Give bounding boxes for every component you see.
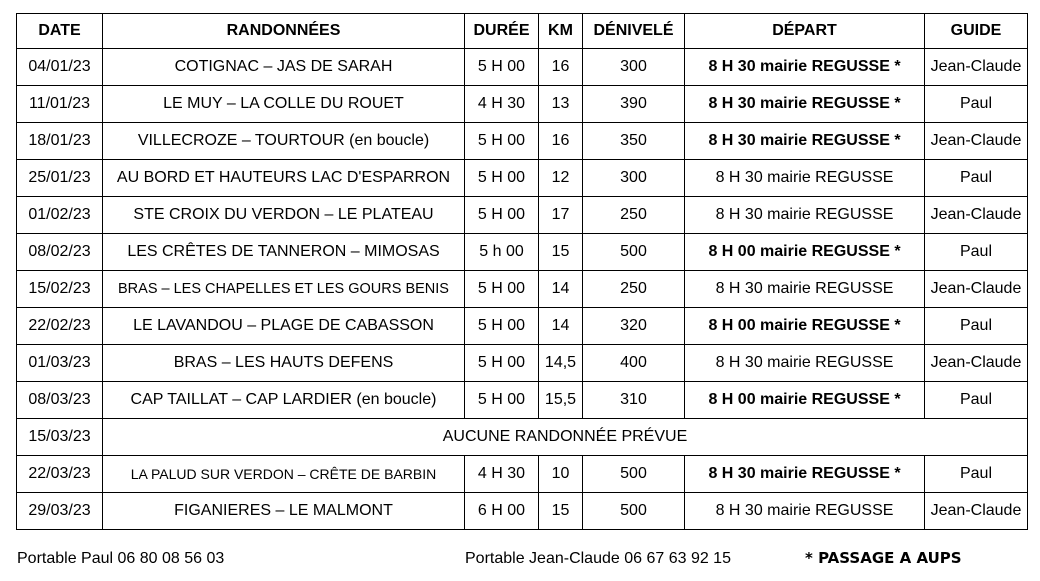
table-row	[17, 49, 1028, 86]
guide-cell: Paul	[925, 234, 1028, 271]
table-row	[17, 382, 1028, 419]
header-guide: GUIDE	[925, 14, 1028, 49]
hike-name-cell: LE MUY – LA COLLE DU ROUET	[103, 86, 465, 123]
departure-cell: 8 H 30 mairie REGUSSE *	[685, 123, 925, 160]
duration-cell: 4 H 30	[465, 456, 539, 493]
date-cell: 08/03/23	[17, 382, 103, 419]
departure-cell: 8 H 30 mairie REGUSSE	[685, 271, 925, 308]
guide-cell: Paul	[925, 382, 1028, 419]
aups-note: * PASSAGE A AUPS	[805, 549, 962, 567]
table-row	[17, 86, 1028, 123]
date-cell: 22/02/23	[17, 308, 103, 345]
no-hike-notice: AUCUNE RANDONNÉE PRÉVUE	[103, 419, 1028, 456]
km-cell: 16	[539, 123, 583, 160]
date-cell: 18/01/23	[17, 123, 103, 160]
date-cell: 11/01/23	[17, 86, 103, 123]
elevation-cell: 250	[583, 271, 685, 308]
elevation-cell: 500	[583, 234, 685, 271]
duration-cell: 5 H 00	[465, 271, 539, 308]
km-cell: 14,5	[539, 345, 583, 382]
elevation-cell: 320	[583, 308, 685, 345]
table-row	[17, 123, 1028, 160]
hike-name-cell: LE LAVANDOU – PLAGE DE CABASSON	[103, 308, 465, 345]
date-cell: 01/03/23	[17, 345, 103, 382]
duration-cell: 6 H 00	[465, 493, 539, 530]
departure-cell: 8 H 00 mairie REGUSSE *	[685, 382, 925, 419]
km-cell: 15,5	[539, 382, 583, 419]
km-cell: 10	[539, 456, 583, 493]
date-cell: 22/03/23	[17, 456, 103, 493]
hike-name-cell: LES CRÊTES DE TANNERON – MIMOSAS	[103, 234, 465, 271]
elevation-cell: 250	[583, 197, 685, 234]
table-row	[17, 271, 1028, 308]
hikes-table	[16, 13, 1028, 530]
table-row	[17, 234, 1028, 271]
duration-cell: 5 H 00	[465, 345, 539, 382]
header-km: KM	[539, 14, 583, 49]
guide-cell: Jean-Claude	[925, 49, 1028, 86]
elevation-cell: 300	[583, 160, 685, 197]
departure-cell: 8 H 30 mairie REGUSSE	[685, 493, 925, 530]
hike-name-cell: CAP TAILLAT – CAP LARDIER (en boucle)	[103, 382, 465, 419]
hike-name-cell: BRAS – LES CHAPELLES ET LES GOURS BENIS	[103, 271, 465, 308]
km-cell: 12	[539, 160, 583, 197]
guide-cell: Jean-Claude	[925, 197, 1028, 234]
hike-name-cell: LA PALUD SUR VERDON – CRÊTE DE BARBIN	[103, 456, 465, 493]
km-cell: 17	[539, 197, 583, 234]
guide-cell: Jean-Claude	[925, 493, 1028, 530]
elevation-cell: 350	[583, 123, 685, 160]
departure-cell: 8 H 30 mairie REGUSSE	[685, 197, 925, 234]
header-date: DATE	[17, 14, 103, 49]
hike-name-cell: BRAS – LES HAUTS DEFENS	[103, 345, 465, 382]
guide-cell: Jean-Claude	[925, 271, 1028, 308]
duration-cell: 5 h 00	[465, 234, 539, 271]
departure-cell: 8 H 00 mairie REGUSSE *	[685, 308, 925, 345]
km-cell: 14	[539, 271, 583, 308]
elevation-cell: 300	[583, 49, 685, 86]
guide-cell: Paul	[925, 456, 1028, 493]
table-row	[17, 160, 1028, 197]
guide-cell: Jean-Claude	[925, 123, 1028, 160]
hike-name-cell: VILLECROZE – TOURTOUR (en boucle)	[103, 123, 465, 160]
hike-name-cell: STE CROIX DU VERDON – LE PLATEAU	[103, 197, 465, 234]
departure-cell: 8 H 30 mairie REGUSSE *	[685, 86, 925, 123]
departure-cell: 8 H 30 mairie REGUSSE	[685, 160, 925, 197]
table-row	[17, 345, 1028, 382]
elevation-cell: 390	[583, 86, 685, 123]
phone-jean-claude: Portable Jean-Claude 06 67 63 92 15	[465, 550, 731, 567]
date-cell: 15/02/23	[17, 271, 103, 308]
phone-paul: Portable Paul 06 80 08 56 03	[17, 550, 225, 567]
date-cell: 15/03/23	[17, 419, 103, 456]
date-cell: 08/02/23	[17, 234, 103, 271]
duration-cell: 5 H 00	[465, 49, 539, 86]
departure-cell: 8 H 00 mairie REGUSSE *	[685, 234, 925, 271]
header-depart: DÉPART	[685, 14, 925, 49]
header-row	[17, 14, 1028, 49]
km-cell: 15	[539, 493, 583, 530]
hike-name-cell: FIGANIERES – LE MALMONT	[103, 493, 465, 530]
km-cell: 14	[539, 308, 583, 345]
duration-cell: 5 H 00	[465, 308, 539, 345]
duration-cell: 5 H 00	[465, 123, 539, 160]
hike-name-cell: AU BORD ET HAUTEURS LAC D'ESPARRON	[103, 160, 465, 197]
table-row	[17, 197, 1028, 234]
date-cell: 29/03/23	[17, 493, 103, 530]
header-duree: DURÉE	[465, 14, 539, 49]
table-row	[17, 493, 1028, 530]
table-row	[17, 308, 1028, 345]
date-cell: 04/01/23	[17, 49, 103, 86]
date-cell: 01/02/23	[17, 197, 103, 234]
duration-cell: 5 H 00	[465, 160, 539, 197]
header-denivele: DÉNIVELÉ	[583, 14, 685, 49]
table-row	[17, 456, 1028, 493]
km-cell: 13	[539, 86, 583, 123]
km-cell: 16	[539, 49, 583, 86]
elevation-cell: 400	[583, 345, 685, 382]
date-cell: 25/01/23	[17, 160, 103, 197]
guide-cell: Jean-Claude	[925, 345, 1028, 382]
elevation-cell: 310	[583, 382, 685, 419]
km-cell: 15	[539, 234, 583, 271]
header-randonnees: RANDONNÉES	[103, 14, 465, 49]
guide-cell: Paul	[925, 160, 1028, 197]
elevation-cell: 500	[583, 493, 685, 530]
duration-cell: 5 H 00	[465, 197, 539, 234]
guide-cell: Paul	[925, 86, 1028, 123]
elevation-cell: 500	[583, 456, 685, 493]
guide-cell: Paul	[925, 308, 1028, 345]
duration-cell: 5 H 00	[465, 382, 539, 419]
duration-cell: 4 H 30	[465, 86, 539, 123]
departure-cell: 8 H 30 mairie REGUSSE *	[685, 49, 925, 86]
table-row	[17, 419, 1028, 456]
departure-cell: 8 H 30 mairie REGUSSE	[685, 345, 925, 382]
hike-name-cell: COTIGNAC – JAS DE SARAH	[103, 49, 465, 86]
departure-cell: 8 H 30 mairie REGUSSE *	[685, 456, 925, 493]
